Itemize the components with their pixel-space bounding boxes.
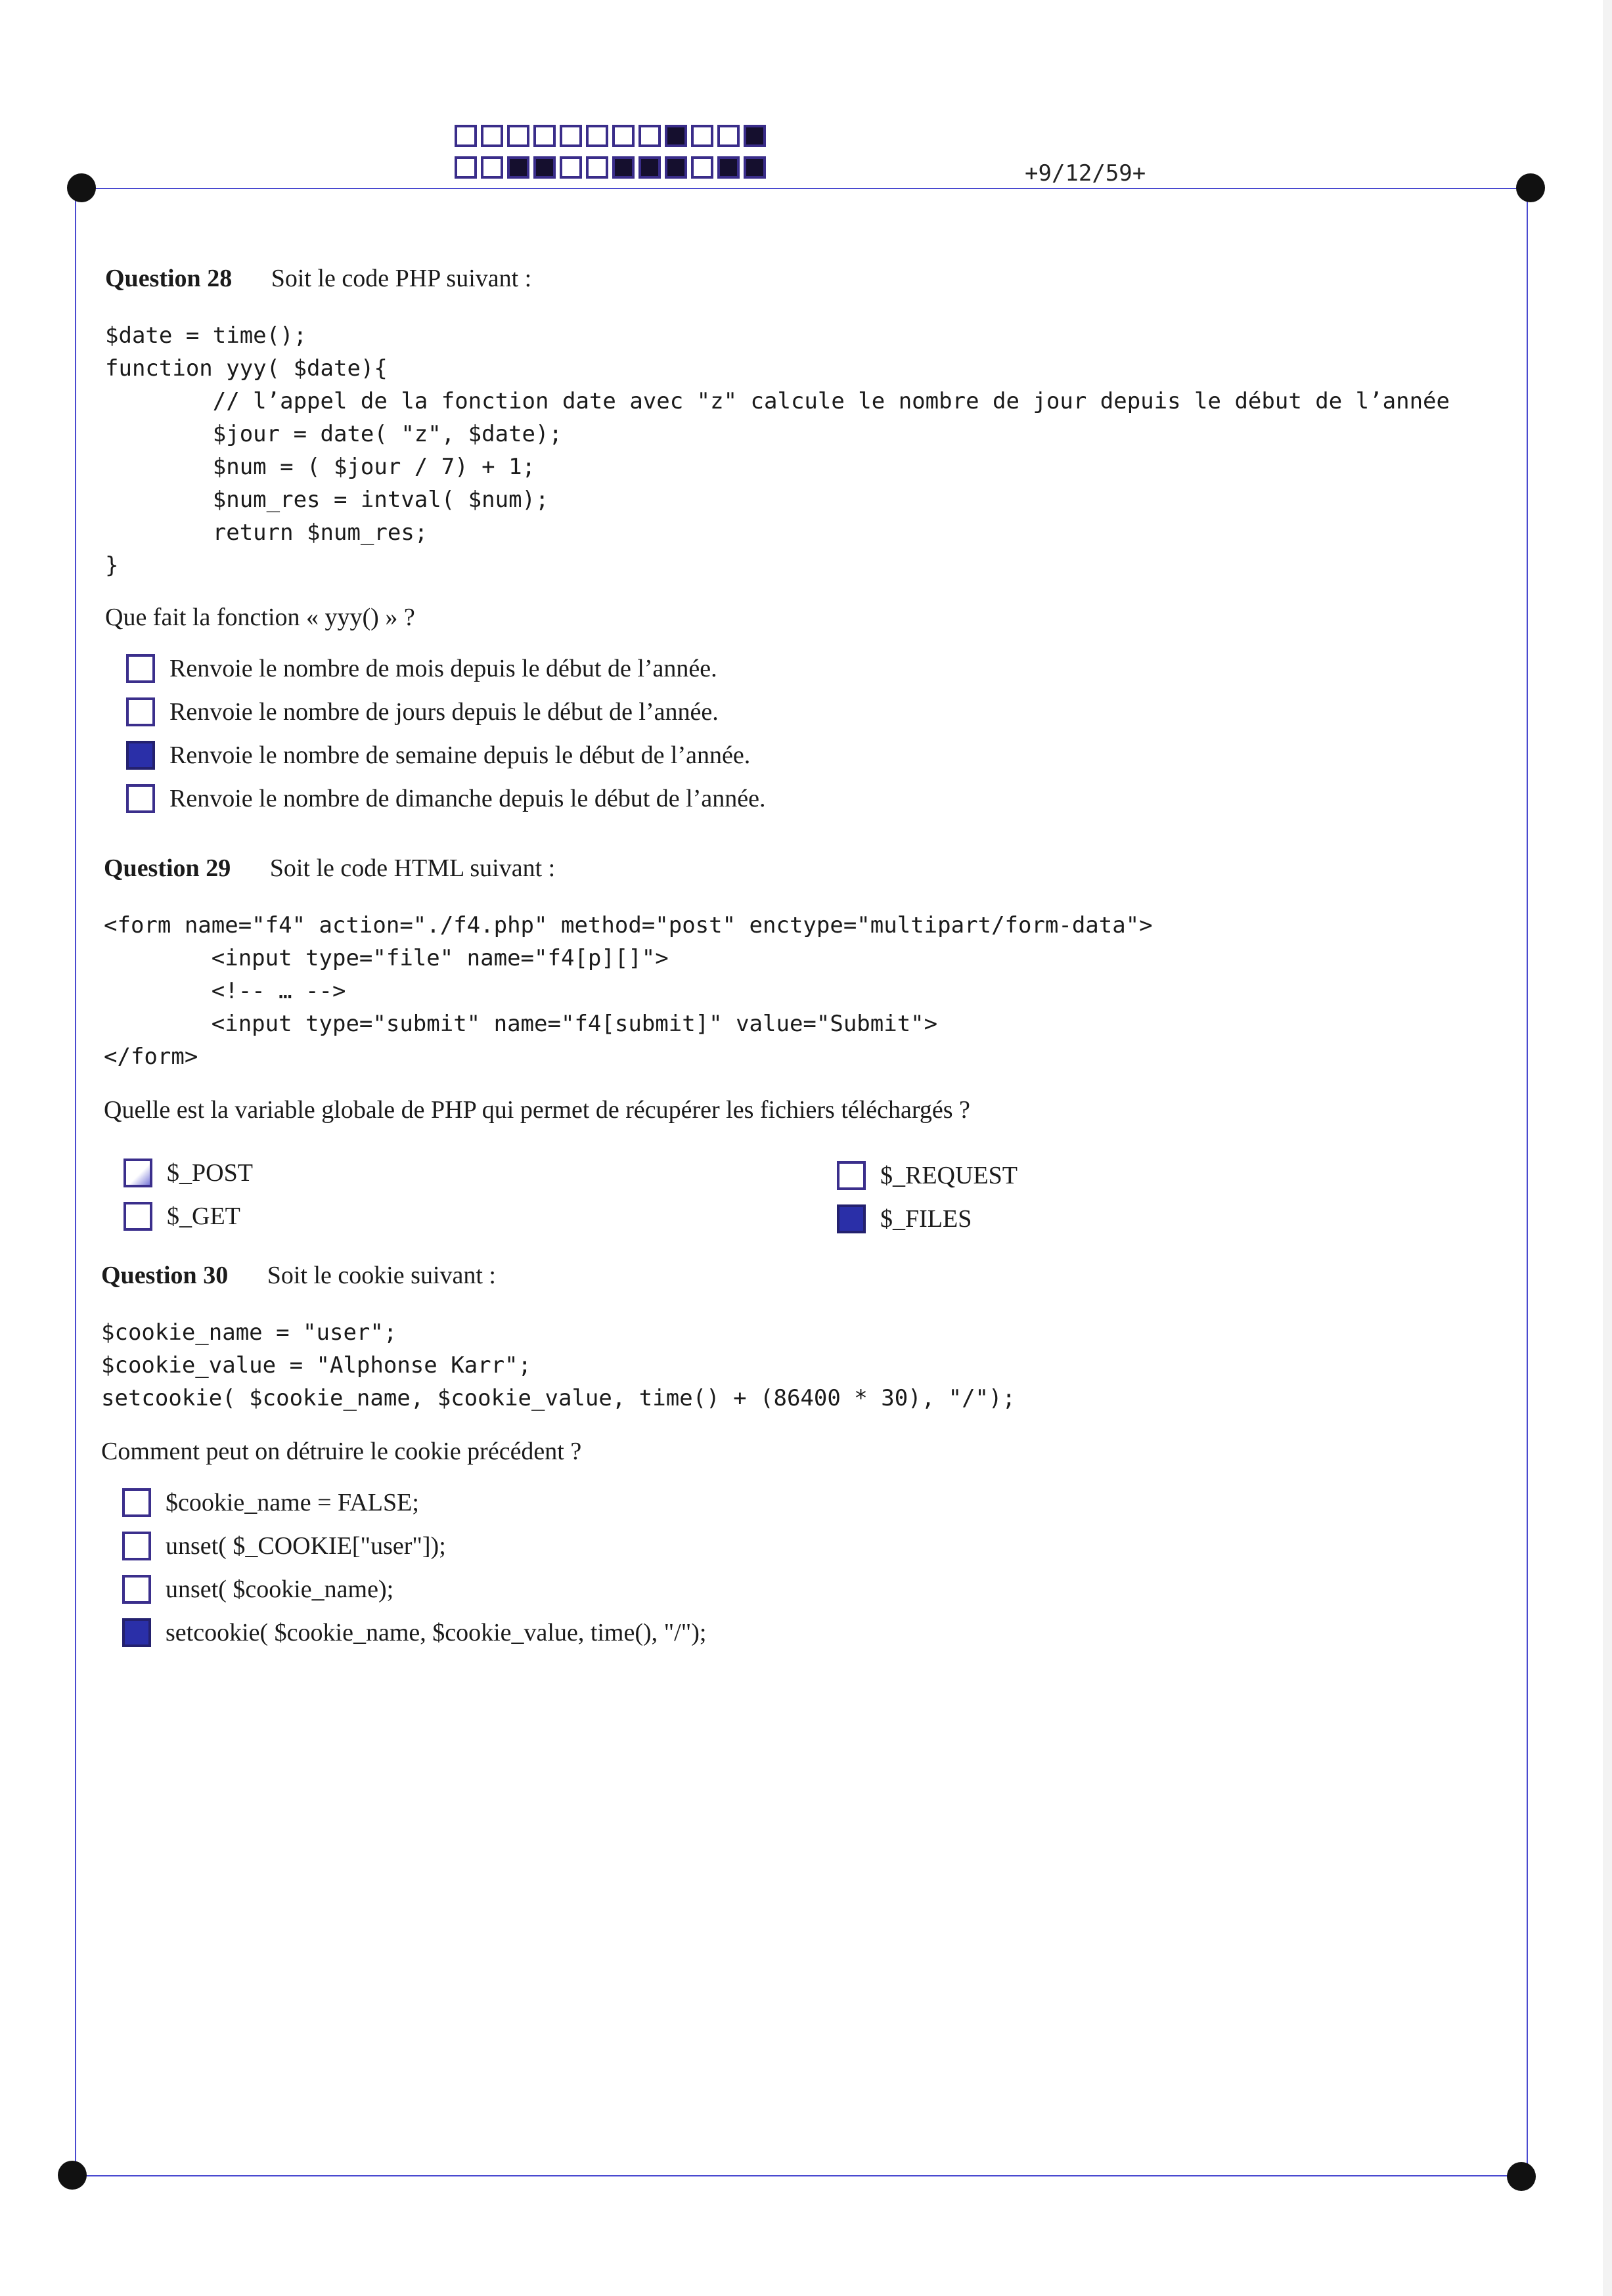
question-prompt: Que fait la fonction « yyy() » ?: [105, 604, 415, 631]
answer-label: unset( $cookie_name);: [166, 1576, 394, 1603]
answer-option[interactable]: [123, 1159, 253, 1187]
answer-label: $_REQUEST: [880, 1162, 1018, 1189]
page-id: +9/12/59+: [1025, 160, 1146, 187]
answer-option[interactable]: [126, 654, 717, 683]
answer-option[interactable]: [126, 784, 765, 813]
answer-label: Renvoie le nombre de dimanche depuis le début de l’année.: [169, 785, 766, 812]
question-prompt: Quelle est la variable globale de PHP qui permet de récupérer les fichiers téléchargés ?: [104, 1096, 970, 1124]
barcode-cell: [455, 156, 477, 179]
corner-mark-top-right: [1516, 173, 1545, 202]
frame-bottom-line: [71, 2175, 1523, 2176]
corner-mark-bottom-left: [58, 2161, 87, 2190]
barcode-cell: [560, 125, 582, 147]
answer-option[interactable]: [122, 1532, 446, 1560]
barcode-cell: [744, 125, 766, 147]
frame-right-line: [1527, 188, 1528, 2178]
answer-label: $_POST: [167, 1159, 253, 1187]
answer-label: $_GET: [167, 1203, 240, 1230]
barcode-cell: [717, 156, 740, 179]
answer-checkbox[interactable]: [123, 1159, 152, 1187]
frame-top-line: [79, 188, 1531, 189]
barcode-cell: [455, 125, 477, 147]
answer-label: setcookie( $cookie_name, $cookie_value, time(), "/");: [166, 1619, 707, 1646]
answer-label: Renvoie le nombre de jours depuis le début de l’année.: [169, 698, 719, 726]
answer-checkbox[interactable]: [122, 1575, 151, 1604]
barcode-cell: [481, 125, 503, 147]
corner-mark-bottom-right: [1507, 2162, 1536, 2191]
question-number: Question 29: [104, 854, 231, 882]
scan-edge: [1603, 0, 1612, 2296]
barcode-cell: [586, 156, 608, 179]
barcode-cell: [665, 125, 687, 147]
page-barcode-row-1: [455, 125, 770, 147]
code-block: <form name="f4" action="./f4.php" method="post" enctype="multipart/form-data"> <input type="file" name="f4[p][]"> <!-- … --> <input type="submit" name="f4[submit]" value="Submit"> </form>: [104, 912, 1153, 1070]
answer-option[interactable]: [122, 1618, 706, 1647]
barcode-cell: [665, 156, 687, 179]
answer-checkbox[interactable]: [123, 1202, 152, 1231]
code-block: $date = time(); function yyy( $date){ // l’appel de la fonction date avec "z" calcule le nombre de jour depuis le début de l’année $jour = date( "z", $date); $num = ( $jour / 7) + 1; $num_res = intval( $num); return $num_res; }: [105, 322, 1450, 579]
answer-label: unset( $_COOKIE["user"]);: [166, 1532, 446, 1560]
barcode-cell: [744, 156, 766, 179]
answer-option[interactable]: [126, 697, 719, 726]
question-intro: Soit le code PHP suivant :: [271, 265, 532, 292]
answer-label: Renvoie le nombre de semaine depuis le début de l’année.: [169, 741, 751, 769]
barcode-cell: [507, 156, 529, 179]
question-intro: Soit le cookie suivant :: [267, 1262, 496, 1289]
answer-option[interactable]: [122, 1575, 393, 1604]
answer-label: $cookie_name = FALSE;: [166, 1489, 419, 1516]
question-number: Question 30: [101, 1262, 229, 1289]
barcode-cell: [533, 125, 556, 147]
answer-checkbox[interactable]: [126, 784, 155, 813]
question-prompt: Comment peut on détruire le cookie précédent ?: [101, 1438, 582, 1465]
question-heading: [104, 854, 555, 883]
barcode-cell: [560, 156, 582, 179]
question-intro: Soit le code HTML suivant :: [269, 854, 556, 882]
answer-label: $_FILES: [880, 1205, 972, 1233]
barcode-cell: [481, 156, 503, 179]
barcode-cell: [533, 156, 556, 179]
question-number: Question 28: [105, 265, 233, 292]
barcode-cell: [586, 125, 608, 147]
answer-option[interactable]: [122, 1488, 419, 1517]
code-block: $cookie_name = "user"; $cookie_value = "Alphonse Karr"; setcookie( $cookie_name, $cookie_value, time() + (86400 * 30), "/");: [101, 1319, 1016, 1411]
barcode-cell: [691, 156, 713, 179]
answer-option[interactable]: [126, 741, 750, 770]
answer-checkbox[interactable]: [122, 1532, 151, 1560]
answer-checkbox[interactable]: [122, 1618, 151, 1647]
answer-checkbox[interactable]: [837, 1161, 866, 1190]
answer-checkbox[interactable]: [122, 1488, 151, 1517]
frame-left-line: [75, 188, 76, 2178]
answer-option[interactable]: [123, 1202, 240, 1231]
answer-checkbox[interactable]: [837, 1204, 866, 1233]
question-heading: [101, 1261, 496, 1290]
barcode-cell: [507, 125, 529, 147]
answer-checkbox[interactable]: [126, 741, 155, 770]
barcode-cell: [717, 125, 740, 147]
barcode-cell: [691, 125, 713, 147]
question-heading: [105, 264, 531, 293]
answer-option[interactable]: [837, 1161, 1018, 1190]
page-barcode-row-2: [455, 156, 770, 179]
barcode-cell: [612, 156, 635, 179]
answer-checkbox[interactable]: [126, 697, 155, 726]
barcode-cell: [638, 125, 661, 147]
barcode-cell: [638, 156, 661, 179]
barcode-cell: [612, 125, 635, 147]
answer-option[interactable]: [837, 1204, 972, 1233]
answer-label: Renvoie le nombre de mois depuis le début de l’année.: [169, 655, 717, 682]
answer-checkbox[interactable]: [126, 654, 155, 683]
corner-mark-top-left: [67, 173, 96, 202]
